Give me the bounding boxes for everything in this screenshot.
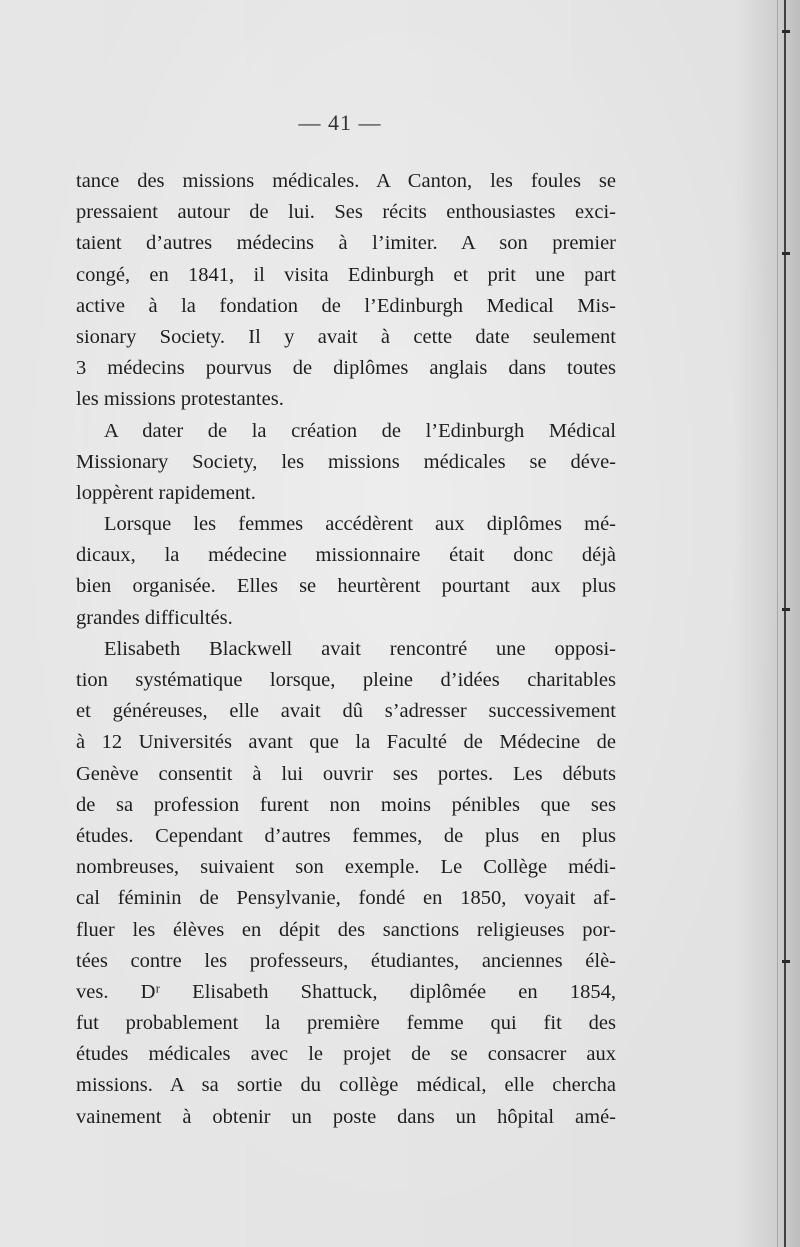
- text-line: Missionary Society, les missions médicales se déve-: [76, 450, 616, 473]
- body-text: [76, 166, 616, 1133]
- text-line: ves. Dʳ Elisabeth Shattuck, diplômée en 1854,: [76, 980, 616, 1003]
- text-line: vainement à obtenir un poste dans un hôpital amé-: [76, 1105, 616, 1128]
- text-line: congé, en 1841, il visita Edinburgh et prit une part: [76, 263, 616, 286]
- text-line: sionary Society. Il y avait à cette date seulement: [76, 325, 616, 348]
- text-line: Elisabeth Blackwell avait rencontré une opposi-: [104, 637, 616, 660]
- text-line: les missions protestantes.: [76, 388, 284, 411]
- text-line: tance des missions médicales. A Canton, les foules se: [76, 170, 616, 192]
- text-line: tées contre les professeurs, étudiantes, anciennes élè-: [76, 949, 616, 972]
- text-line: grandes difficultés.: [76, 606, 233, 629]
- text-line: 3 médecins pourvus de diplômes anglais dans toutes: [76, 357, 616, 380]
- text-line: missions. A sa sortie du collège médical, elle chercha: [76, 1074, 616, 1097]
- text-line: tion systématique lorsque, pleine d’idées charitables: [76, 669, 616, 691]
- text-line: taient d’autres médecins à l’imiter. A son premier: [76, 232, 616, 255]
- text-line: pressaient autour de lui. Ses récits enthousiastes exci-: [76, 201, 616, 224]
- text-line: A dater de la création de l’Edinburgh Médical: [104, 419, 616, 442]
- text-line: dicaux, la médecine missionnaire était donc déjà: [76, 544, 616, 567]
- text-line: études. Cependant d’autres femmes, de plus en plus: [76, 824, 616, 847]
- text-line: loppèrent rapidement.: [76, 481, 256, 504]
- edge-tick-mark: [782, 960, 790, 963]
- text-line: et généreuses, elle avait dû s’adresser successivement: [76, 700, 616, 723]
- text-line: fluer les élèves en dépit des sanctions religieuses por-: [76, 918, 616, 941]
- text-line: à 12 Universités avant que la Faculté de Médecine de: [76, 731, 616, 754]
- edge-tick-mark: [782, 608, 790, 611]
- text-line: cal féminin de Pensylvanie, fondé en 1850, voyait af-: [76, 887, 616, 910]
- text-line: Genève consentit à lui ouvrir ses portes. Les débuts: [76, 762, 616, 785]
- text-line: nombreuses, suivaient son exemple. Le Collège médi-: [76, 856, 616, 879]
- text-line: Lorsque les femmes accédèrent aux diplômes mé-: [104, 513, 616, 536]
- text-line: fut probablement la première femme qui fit des: [76, 1012, 616, 1035]
- binding-edge-line: [784, 0, 786, 1247]
- text-line: de sa profession furent non moins pénibles que ses: [76, 793, 616, 816]
- edge-tick-mark: [782, 30, 790, 33]
- page-number: — 41 —: [298, 110, 382, 135]
- text-line: bien organisée. Elles se heurtèrent pourtant aux plus: [76, 575, 616, 598]
- edge-tick-mark: [782, 252, 790, 255]
- page-gutter: [777, 0, 800, 1247]
- text-line: études médicales avec le projet de se consacrer aux: [76, 1043, 616, 1066]
- text-line: active à la fondation de l’Edinburgh Medical Mis-: [76, 294, 616, 317]
